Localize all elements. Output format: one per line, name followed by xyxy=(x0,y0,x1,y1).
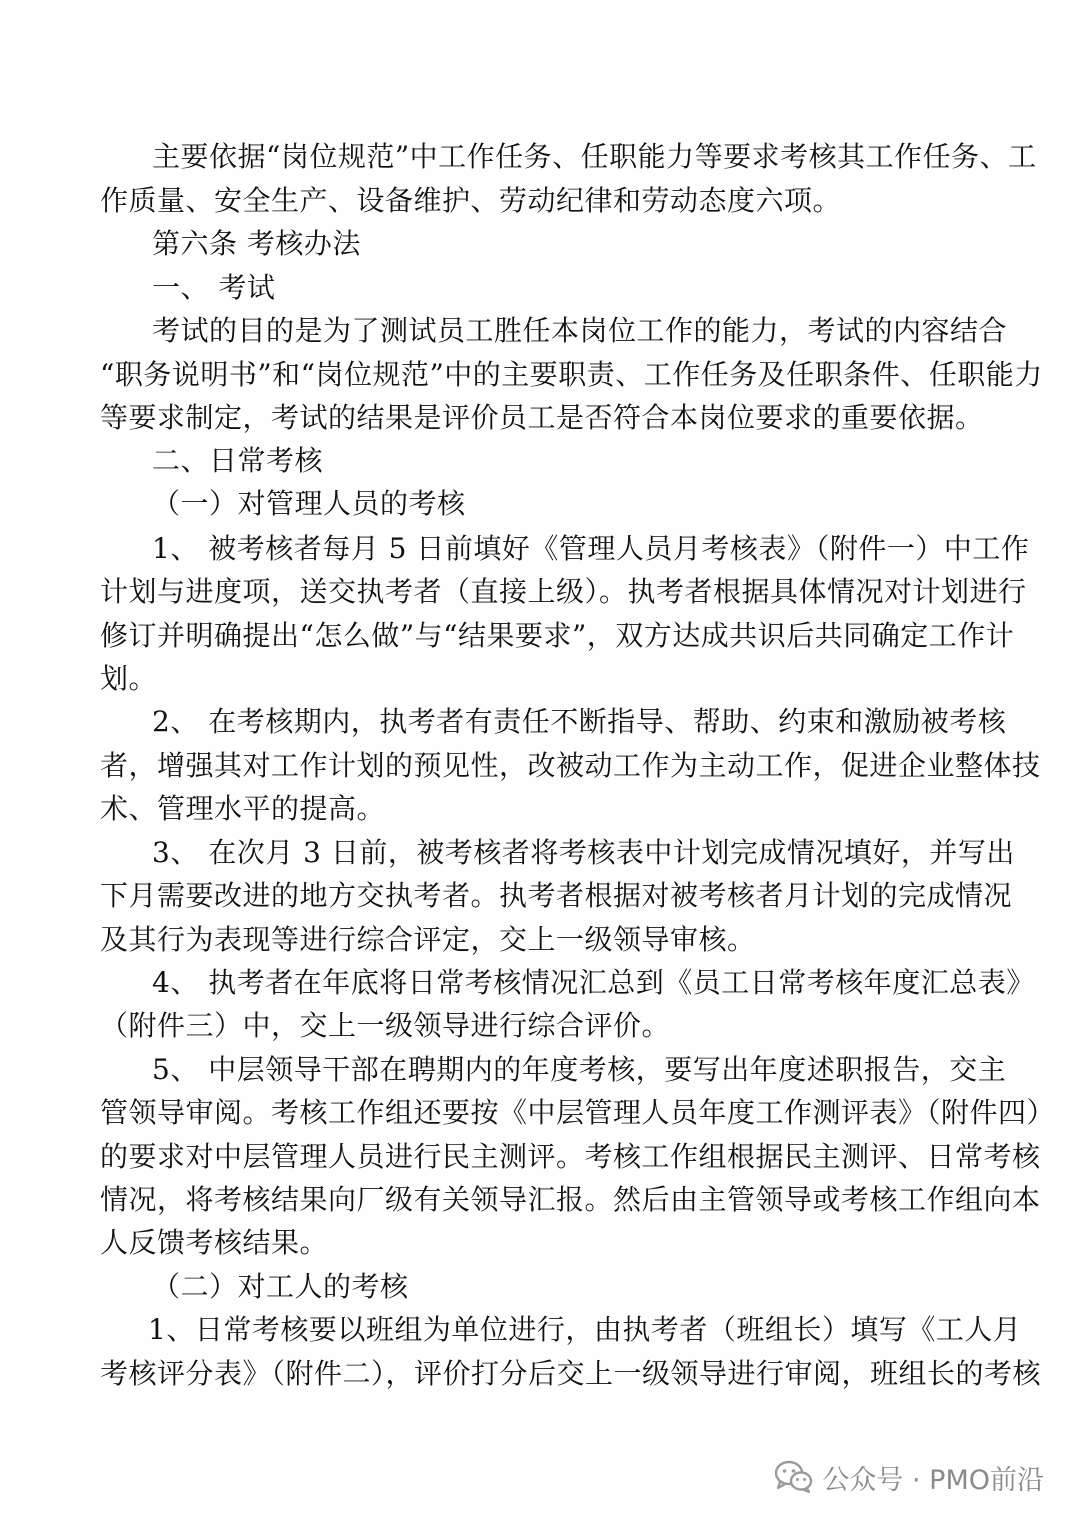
text-line: 3、 在次月 3 日前，被考核者将考核表中计划完成情况填好，并写出 xyxy=(152,836,1015,869)
text-line: “职务说明书”和“岗位规范”中的主要职责、工作任务及任职条件、任职能力 xyxy=(100,358,1043,391)
text-line: 管领导审阅。考核工作组还要按《中层管理人员年度工作测评表》（附件四） xyxy=(100,1096,1056,1129)
watermark-text: 公众号 · PMO前沿 xyxy=(822,1464,1044,1496)
watermark xyxy=(774,1457,1044,1497)
subsection-heading: （二）对工人的考核 xyxy=(152,1270,409,1303)
text-line: 1、日常考核要以班组为单位进行，由执考者（班组长）填写《工人月 xyxy=(148,1313,1022,1346)
subsection-heading: 一、 考试 xyxy=(152,271,276,304)
text-line: 划。 xyxy=(100,662,158,695)
text-line: 人反馈考核结果。 xyxy=(100,1226,329,1259)
text-line: 下月需要改进的地方交执考者。执考者根据对被考核者月计划的完成情况 xyxy=(100,879,1013,912)
text-line: 修订并明确提出“怎么做”与“结果要求”，双方达成共识后共同确定工作计 xyxy=(100,619,1015,652)
text-line: 及其行为表现等进行综合评定，交上一级领导审核。 xyxy=(100,923,756,956)
text-line: 等要求制定，考试的结果是评价员工是否符合本岗位要求的重要依据。 xyxy=(100,401,984,434)
text-line: 4、 执考者在年底将日常考核情况汇总到《员工日常考核年度汇总表》 xyxy=(152,966,1035,999)
text-line: 作质量、安全生产、设备维护、劳动纪律和劳动态度六项。 xyxy=(100,184,842,217)
text-line: 考试的目的是为了测试员工胜任本岗位工作的能力，考试的内容结合 xyxy=(152,314,1008,347)
subsection-heading: 二、日常考核 xyxy=(152,444,324,477)
section-heading: 第六条 考核办法 xyxy=(152,227,361,260)
text-line: 考核评分表》（附件二），评价打分后交上一级领导进行审阅，班组长的考核 xyxy=(100,1357,1042,1390)
text-line: 术、管理水平的提高。 xyxy=(100,792,386,825)
text-line: 1、 被考核者每月 5 日前填好《管理人员月考核表》（附件一）中工作 xyxy=(152,532,1030,565)
text-line: 计划与进度项，送交执考者（直接上级）。执考者根据具体情况对计划进行 xyxy=(100,575,1027,608)
text-line: 者，增强其对工作计划的预见性，改被动工作为主动工作，促进企业整体技 xyxy=(100,749,1041,782)
text-line: 情况，将考核结果向厂级有关领导汇报。然后由主管领导或考核工作组向本 xyxy=(100,1183,1041,1216)
text-line: 2、 在考核期内，执考者有责任不断指导、帮助、约束和激励被考核 xyxy=(152,705,1007,738)
wechat-icon xyxy=(774,1460,814,1494)
text-line: 5、 中层领导干部在聘期内的年度考核，要写出年度述职报告，交主 xyxy=(152,1053,1007,1086)
subsection-heading: （一）对管理人员的考核 xyxy=(152,487,466,520)
text-line: 主要依据“岗位规范”中工作任务、任职能力等要求考核其工作任务、工 xyxy=(152,140,1037,173)
text-line: 的要求对中层管理人员进行民主测评。考核工作组根据民主测评、日常考核 xyxy=(100,1140,1041,1173)
text-line: （附件三）中，交上一级领导进行综合评价。 xyxy=(100,1009,671,1042)
